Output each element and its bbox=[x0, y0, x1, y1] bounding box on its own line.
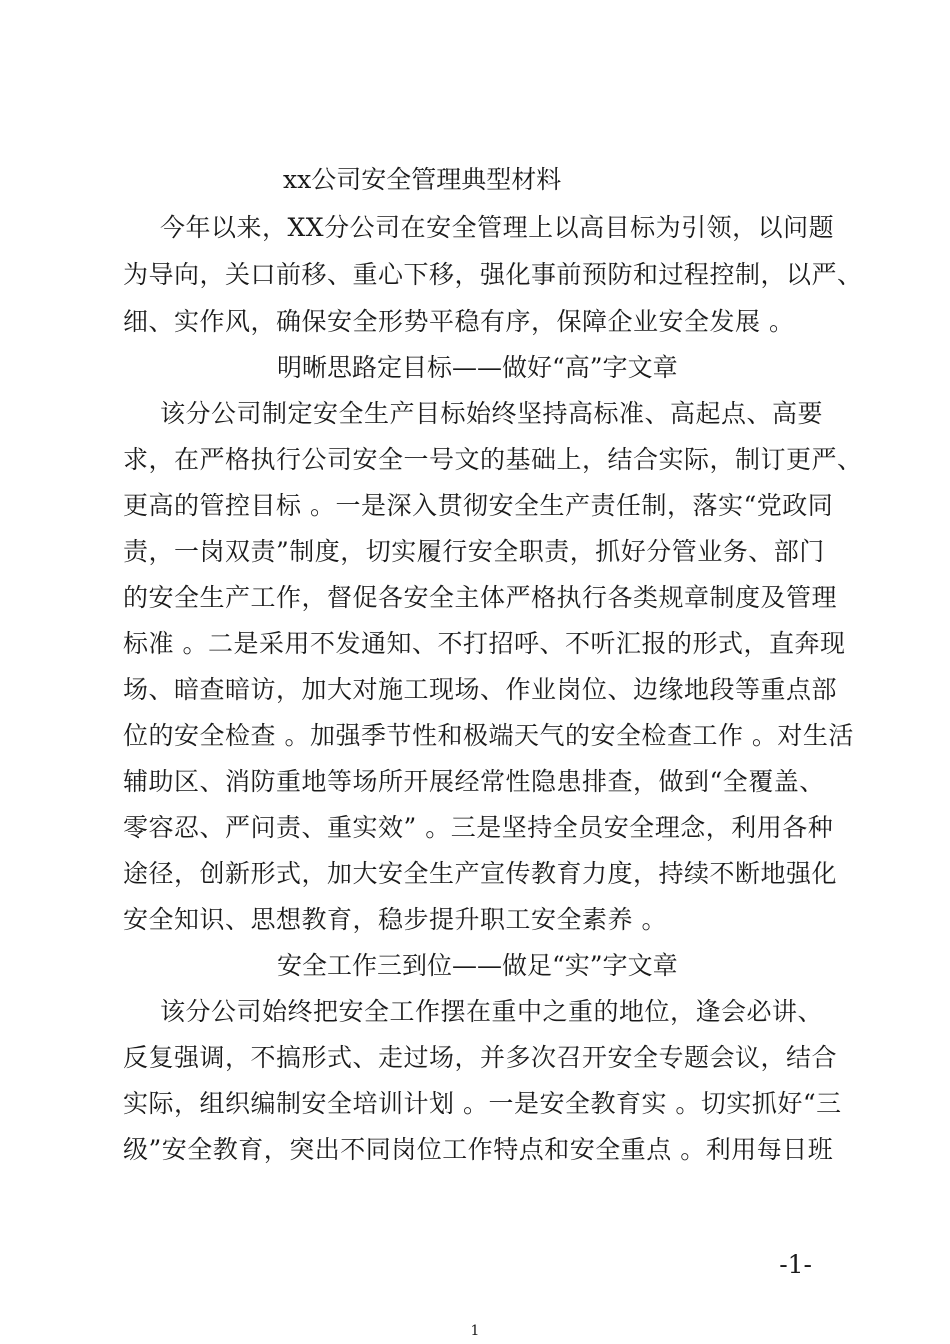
intro-line-1: 今年以来，XX分公司在安全管理上以高目标为引领，以问题 bbox=[160, 213, 835, 242]
section1-line-3: 更高的管控目标 。一是深入贯彻安全生产责任制，落实“党政同 bbox=[123, 491, 834, 520]
intro-line-3: 细、实作风，确保安全形势平稳有序，保障企业安全发展 。 bbox=[123, 307, 795, 336]
section1-line-12: 安全知识、思想教育，稳步提升职工安全素养 。 bbox=[123, 905, 667, 934]
section1-line-2: 求，在严格执行公司安全一号文的基础上，结合实际，制订更严、 bbox=[123, 445, 863, 474]
section2-line-3: 实际，组织编制安全培训计划 。一是安全教育实 。切实抓好“三 bbox=[123, 1089, 842, 1118]
section1-line-9: 辅助区、消防重地等场所开展经常性隐患排查，做到“全覆盖、 bbox=[123, 767, 825, 796]
section1-line-4: 责，一岗双责”制度，切实履行安全职责，抓好分管业务、部门 bbox=[123, 537, 825, 566]
intro-line-2: 为导向，关口前移、重心下移，强化事前预防和过程控制，以严、 bbox=[123, 260, 863, 289]
document-title: xx公司安全管理典型材料 bbox=[283, 165, 562, 194]
section1-line-11: 途径，创新形式，加大安全生产宣传教育力度，持续不断地强化 bbox=[123, 859, 838, 888]
section2-line-1: 该分公司始终把安全工作摆在重中之重的地位，逢会必讲、 bbox=[160, 997, 824, 1026]
section2-line-2: 反复强调，不搞形式、走过场，并多次召开安全专题会议，结合 bbox=[123, 1043, 838, 1072]
section1-line-7: 场、暗查暗访，加大对施工现场、作业岗位、边缘地段等重点部 bbox=[123, 675, 838, 704]
section2-line-4: 级”安全教育，突出不同岗位工作特点和安全重点 。利用每日班 bbox=[123, 1135, 834, 1164]
section1-heading: 明晰思路定目标——做好“高”字文章 bbox=[277, 353, 678, 382]
page-footer-marker: -1- bbox=[779, 1250, 812, 1279]
section1-line-5: 的安全生产工作，督促各安全主体严格执行各类规章制度及管理 bbox=[123, 583, 838, 612]
section1-line-1: 该分公司制定安全生产目标始终坚持高标准、高起点、高要 bbox=[160, 399, 824, 428]
section1-line-6: 标准 。二是采用不发通知、不打招呼、不听汇报的形式，直奔现 bbox=[123, 629, 846, 658]
section1-line-10: 零容忍、严问责、重实效” 。三是坚持全员安全理念，利用各种 bbox=[123, 813, 834, 842]
section1-line-8: 位的安全检查 。加强季节性和极端天气的安全检查工作 。对生活 bbox=[123, 721, 854, 750]
page-number: 1 bbox=[470, 1323, 480, 1339]
section2-heading: 安全工作三到位——做足“实”字文章 bbox=[277, 951, 678, 980]
